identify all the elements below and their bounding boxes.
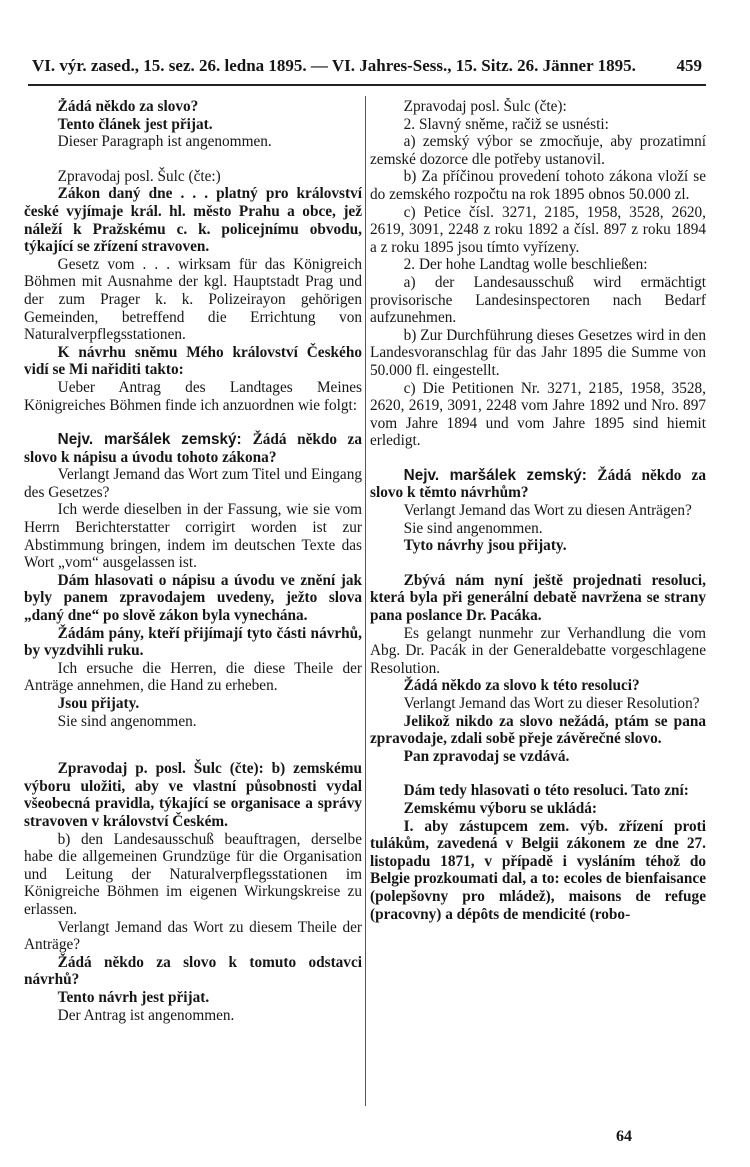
paragraph-spacer bbox=[370, 765, 706, 782]
paragraph-text: Zbývá nám nyní ještě projednati resoluci, která byla při generální debatě navržena se strany pana poslance Dr. Pacáka. bbox=[370, 571, 706, 625]
paragraph-text: Dám hlasovati o nápisu a úvodu ve znění jak byly panem zpravodajem uvedeny, ježto slova „daný dne“ po slově zákon byla vynechána. bbox=[24, 571, 362, 625]
paragraph-text: Ueber Antrag des Landtages Meines Königreiches Böhmen finde ich anzuordnen wie folgt: bbox=[24, 378, 362, 414]
right-column bbox=[370, 98, 706, 1107]
paragraph-text: b) Zur Durchführung dieses Gesetzes wird in den Landesvoranschlag für das Jahr 1895 die Summe von 50.000 fl. eingestellt. bbox=[370, 326, 706, 379]
paragraph bbox=[370, 572, 706, 625]
paragraph-text: Dieser Paragraph ist angenommen. bbox=[57, 133, 272, 151]
paragraph-spacer bbox=[24, 151, 362, 168]
paragraph bbox=[370, 695, 706, 713]
paragraph-text: Zpravodaj posl. Šulc (čte:) bbox=[57, 167, 221, 185]
page-header bbox=[32, 56, 702, 86]
paragraph-text: Ich ersuche die Herren, die diese Theile der Anträge annehmen, die Hand zu erheben. bbox=[24, 659, 362, 695]
paragraph bbox=[24, 501, 362, 571]
paragraph bbox=[24, 919, 362, 954]
paragraph bbox=[370, 380, 706, 450]
paragraph bbox=[24, 954, 362, 989]
paragraph-spacer bbox=[24, 414, 362, 431]
paragraph bbox=[370, 98, 706, 116]
paragraph-text: Verlangt Jemand das Wort zu dieser Resolution? bbox=[403, 695, 700, 712]
paragraph bbox=[24, 831, 362, 919]
paragraph-text: Zákon daný dne . . . platný pro království české vyjímaje král. hl. město Prahu a obce, jež náleží k Pražskému c. k. policejnímu obvodu, týkající se zřízení stravoven. bbox=[24, 185, 362, 256]
paragraph bbox=[24, 695, 362, 713]
paragraph-spacer bbox=[24, 730, 362, 760]
paragraph-text: 2. Der hohe Landtag wolle beschließen: bbox=[403, 256, 648, 274]
paragraph bbox=[370, 800, 706, 818]
header-rule bbox=[28, 84, 706, 86]
paragraph bbox=[370, 537, 706, 555]
paragraph bbox=[370, 168, 706, 203]
paragraph bbox=[370, 818, 706, 924]
paragraph bbox=[370, 133, 706, 168]
column-divider bbox=[365, 96, 366, 1106]
paragraph bbox=[370, 625, 706, 678]
paragraph-text: Zemskému výboru se ukládá: bbox=[403, 799, 598, 817]
paragraph-text: Sie sind angenommen. bbox=[57, 712, 197, 730]
paragraph-text: Sie sind angenommen. bbox=[403, 519, 543, 537]
paragraph bbox=[24, 713, 362, 731]
paragraph-text: a) zemský výbor se zmocňuje, aby prozatimní zemské dozorce dle potřeby ustanovil. bbox=[370, 133, 706, 168]
paragraph-text: Tento článek jest přijat. bbox=[57, 115, 213, 133]
paragraph-text: Tento návrh jest přijat. bbox=[57, 988, 210, 1006]
paragraph-text: Verlangt Jemand das Wort zu diesem Theile der Anträge? bbox=[24, 918, 362, 954]
paragraph-spacer bbox=[370, 450, 706, 467]
paragraph bbox=[24, 116, 362, 134]
paragraph-text: Jelikož nikdo za slovo nežádá, ptám se pana zpravodaje, zdali sobě přeje závěrečné slovo. bbox=[370, 712, 706, 748]
paragraph-text: Verlangt Jemand das Wort zu diesen Anträgen? bbox=[403, 502, 692, 520]
paragraph-text: Žádá někdo za slovo k tomuto odstavci návrhů? bbox=[24, 953, 362, 989]
header-session-info: VI. výr. zased., 15. sez. 26. ledna 1895. — VI. Jahres-Sess., 15. Sitz. 26. Jänner 1895. bbox=[32, 56, 636, 75]
paragraph bbox=[24, 185, 362, 255]
paragraph-text: Es gelangt nunmehr zur Verhandlung die vom Abg. Dr. Pacák in der Generaldebatte vorgeschlagene Resolution. bbox=[370, 624, 706, 677]
paragraph-text: K návrhu sněmu Mého království Českého vidí se Mi nařiditi takto: bbox=[24, 343, 362, 379]
paragraph bbox=[24, 98, 362, 116]
paragraph bbox=[24, 660, 362, 695]
paragraph-text: Žádá někdo za slovo? bbox=[57, 98, 199, 115]
paragraph-text: Verlangt Jemand das Wort zum Titel und Eingang des Gesetzes? bbox=[24, 466, 362, 501]
paragraph bbox=[370, 520, 706, 538]
paragraph-text: Pan zpravodaj se vzdává. bbox=[403, 747, 570, 765]
paragraph-text: Zpravodaj p. posl. Šulc (čte): b) zemskému výboru uložiti, aby ve vlastní působnosti vydal všeobecná pravidla, týkající se organisace a správy stravoven v království Českém. bbox=[24, 760, 362, 830]
paragraph bbox=[370, 204, 706, 257]
paragraph-text: Žádá někdo za slovo k nápisu a úvodu tohoto zákona? bbox=[24, 431, 362, 466]
paragraph bbox=[370, 467, 706, 502]
paragraph-text: b) den Landesausschuß beauftragen, derselbe habe die allgemeinen Grundzüge für die Organisation und Leitung der Naturalverpflegsstationen im Königreiche Böhmen im eigenen Wirkungskreise zu erlassen. bbox=[24, 830, 362, 918]
paragraph-text: Žádám pány, kteří přijímají tyto části návrhů, by vyzdvihli ruku. bbox=[24, 624, 362, 660]
paragraph bbox=[24, 989, 362, 1007]
paragraph-text: Der Antrag ist angenommen. bbox=[57, 1006, 235, 1024]
left-column bbox=[24, 98, 362, 1107]
paragraph bbox=[24, 431, 362, 466]
paragraph-text: Tyto návrhy jsou přijaty. bbox=[403, 537, 567, 555]
paragraph-text: c) Die Petitionen Nr. 3271, 2185, 1958, 3528, 2620, 2619, 3091, 2248 vom Jahre 1892 und Nro. 897 vom Jahre 1894 und vom Jahre 1895 sind hiemit erledigt. bbox=[370, 379, 706, 450]
paragraph bbox=[24, 1007, 362, 1025]
paragraph bbox=[24, 256, 362, 344]
paragraph bbox=[370, 116, 706, 134]
speaker-label: Nejv. maršálek zemský: bbox=[57, 431, 253, 449]
paragraph bbox=[24, 344, 362, 379]
speaker-label: Nejv. maršálek zemský: bbox=[403, 466, 598, 484]
paragraph bbox=[370, 274, 706, 327]
paragraph-text: Žádá někdo za slovo k těmto návrhům? bbox=[370, 466, 706, 502]
paragraph bbox=[370, 713, 706, 748]
page-number: 459 bbox=[676, 56, 702, 75]
paragraph bbox=[370, 502, 706, 520]
paragraph-text: b) Za příčinou provedení tohoto zákona vloží se do zemského rozpočtu na rok 1895 obnos 50.000 zl. bbox=[370, 168, 706, 203]
paragraph-text: c) Petice čísl. 3271, 2185, 1958, 3528, 2620, 2619, 3091, 2248 z roku 1892 a čísl. 897 z roku 1894 a z roku 1895 jsou tímto vyřízeny. bbox=[370, 203, 706, 256]
paragraph bbox=[24, 379, 362, 414]
paragraph-text: Zpravodaj posl. Šulc (čte): bbox=[403, 98, 567, 115]
paragraph bbox=[24, 625, 362, 660]
paragraph bbox=[370, 327, 706, 380]
paragraph-text: Gesetz vom . . . wirksam für das Königreich Böhmen mit Ausnahme der kgl. Hauptstadt Prag und der zum Prager k. k. Polizeirayon gehörigen Gemeinden, betreffend die Errichtung von Naturalverpflegsstationen. bbox=[24, 255, 362, 344]
paragraph bbox=[370, 256, 706, 274]
paragraph bbox=[370, 782, 706, 800]
paragraph bbox=[370, 748, 706, 766]
paragraph-text: I. aby zástupcem zem. výb. zřízení proti tulákům, zavedená v Belgii zákonem ze dne 27. listopadu 1871, v případě i vysláním téhož do Belgie prozkoumati dal, a to: ecoles de bienfaisance (polepšovny pro mládež), maisons de refuge (pracovny) a dépôts de mendicité (robo- bbox=[370, 817, 706, 923]
sheet-signature: 64 bbox=[616, 1128, 632, 1145]
paragraph bbox=[24, 168, 362, 186]
paragraph-text: Ich werde dieselben in der Fassung, wie sie vom Herrn Berichterstatter corrigirt worden ist zur Abstimmung bringen, indem im deutschen Texte das Wort „vom“ ausgelassen ist. bbox=[24, 501, 362, 572]
paragraph-text: 2. Slavný sněme, račiž se usnésti: bbox=[403, 115, 609, 133]
paragraph-text: Jsou přijaty. bbox=[57, 695, 140, 712]
paragraph bbox=[370, 677, 706, 695]
paragraph-text: Žádá někdo za slovo k této resoluci? bbox=[403, 677, 640, 695]
paragraph-text: Dám tedy hlasovati o této resoluci. Tato zní: bbox=[403, 782, 689, 800]
paragraph bbox=[24, 133, 362, 151]
paragraph bbox=[24, 466, 362, 501]
paragraph-spacer bbox=[370, 555, 706, 572]
paragraph bbox=[24, 760, 362, 830]
paragraph bbox=[24, 572, 362, 625]
paragraph-text: a) der Landesausschuß wird ermächtigt provisorische Landesinspectoren nach Bedarf aufzunehmen. bbox=[370, 273, 706, 327]
